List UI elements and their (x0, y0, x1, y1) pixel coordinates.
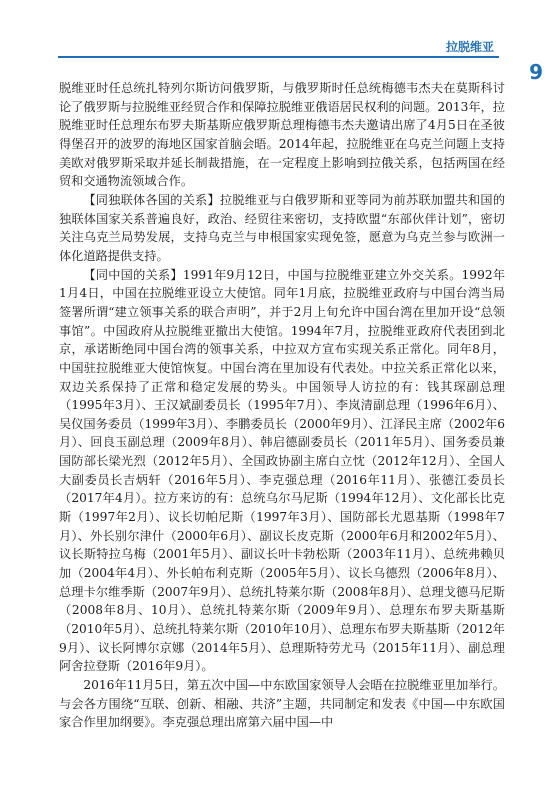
paragraph-cis-relations (59, 191, 505, 266)
section-heading: 【同中国的关系】 (83, 267, 183, 282)
header-rule (58, 56, 499, 58)
paragraph-summit (59, 676, 505, 732)
running-header-title: 拉脱维亚 (445, 40, 494, 54)
section-heading: 【同独联体各国的关系】 (83, 192, 220, 207)
paragraph-text: 2016年11月5日，第五次中国—中东欧国家领导人会晤在拉脱维亚里加举行。与会各方围绕“互联、创新、相融、共济”主题，共同制定和发表《中国—中东欧国家合作里加纲要》。李克强总理出席第六届中国—中 (59, 678, 505, 730)
paragraph-russia-relations (59, 79, 505, 191)
body-text (59, 79, 505, 732)
paragraph-text: 脱维亚时任总统扎特列尔斯访问俄罗斯，与俄罗斯时任总统梅德韦杰夫在莫斯科讨论了俄罗斯与拉脱维亚经贸合作和保障拉脱维亚俄语居民权利的问题。2013年，拉脱维亚时任总理东布罗夫斯基斯应俄罗斯总理梅德韦杰夫邀请出席了4月5日在圣彼得堡召开的波罗的海地区国家首脑会晤。2014年起，拉脱维亚在乌克兰问题上支持美欧对俄罗斯采取并延长制裁措施，在一定程度上影响到拉俄关系，包括两国在经贸和交通物流领域合作。 (59, 81, 505, 189)
paragraph-text: 拉脱维亚与白俄罗斯和亚等同为前苏联加盟共和国的独联体国家关系普遍良好，政治、经贸往来密切，支持欧盟“东部伙伴计划”，密切关注乌克兰局势发展，支持乌克兰与申根国家实现免签，愿意为乌克兰参与欧洲一体化道路提供支持。 (59, 192, 506, 263)
page-header (0, 0, 559, 84)
paragraph-china-relations (59, 266, 505, 676)
page-number: 9 (529, 60, 543, 84)
paragraph-text: 1991年9月12日，中国与拉脱维亚建立外交关系。1992年1月4日，中国在拉脱维亚设立大使馆。同年1月底，拉脱维亚政府与中国台湾当局签署所谓“建立领事关系的联合声明”，并于2月上旬允许中国台湾在里加开设“总领事馆”。中国政府从拉脱维亚撤出大使馆。1994年7月，拉脱维亚政府代表团到北京，承诺断绝同中国台湾的领事关系，中拉双方宣布实现关系正常化。同年8月，中国驻拉脱维亚大使馆恢复。中国台湾在里加设有代表处。中拉关系正常化以来，双边关系保持了正常和稳定发展的势头。中国领导人访拉的有：钱其琛副总理（1995年3月）、王汉斌副委员长（1995年7月）、李岚清副总理（1996年6月）、吴仪国务委员（1999年3月）、李鹏委员长（2000年9月）、江泽民主席（2002年6月）、回良玉副总理（2009年8月）、韩启德副委员长（2011年5月）、国务委员兼国防部长梁光烈（2012年5月）、全国政协副主席白立忱（2012年12月）、全国人大副委员长吉炳轩（2016年5月）、李克强总理（2016年11月）、张德江委员长（2017年4月）。拉方来访的有：总统乌尔马尼斯（1994年12月）、文化部长比克斯（1997年2月）、议长切帕尼斯（1997年3月）、国防部长尤恩基斯（1998年7月）、外长别尔津什（2000年6月）、副议长皮克斯（2000年6月和2002年5月）、议长斯特拉乌梅（2001年5月）、副议长叶卡勃松斯（2003年11月）、总统弗赖贝加（2004年4月）、外长帕布利克斯（2005年5月）、议长乌德烈（2006年8月）、总理卡尔维季斯（2007年9月）、总统扎特莱尔斯（2008年8月）、总理戈德马尼斯（2008年8月、10月）、总统扎特莱尔斯（2009年9月）、总理东布罗夫斯基斯（2010年5月）、总统扎特莱尔斯（2010年10月）、总理东布罗夫斯基斯（2012年9月）、议长阿博尔京娜（2014年5月）、总理斯特劳尤马（2015年11月）、副总理阿舍拉登斯（2016年9月）。 (59, 267, 506, 674)
